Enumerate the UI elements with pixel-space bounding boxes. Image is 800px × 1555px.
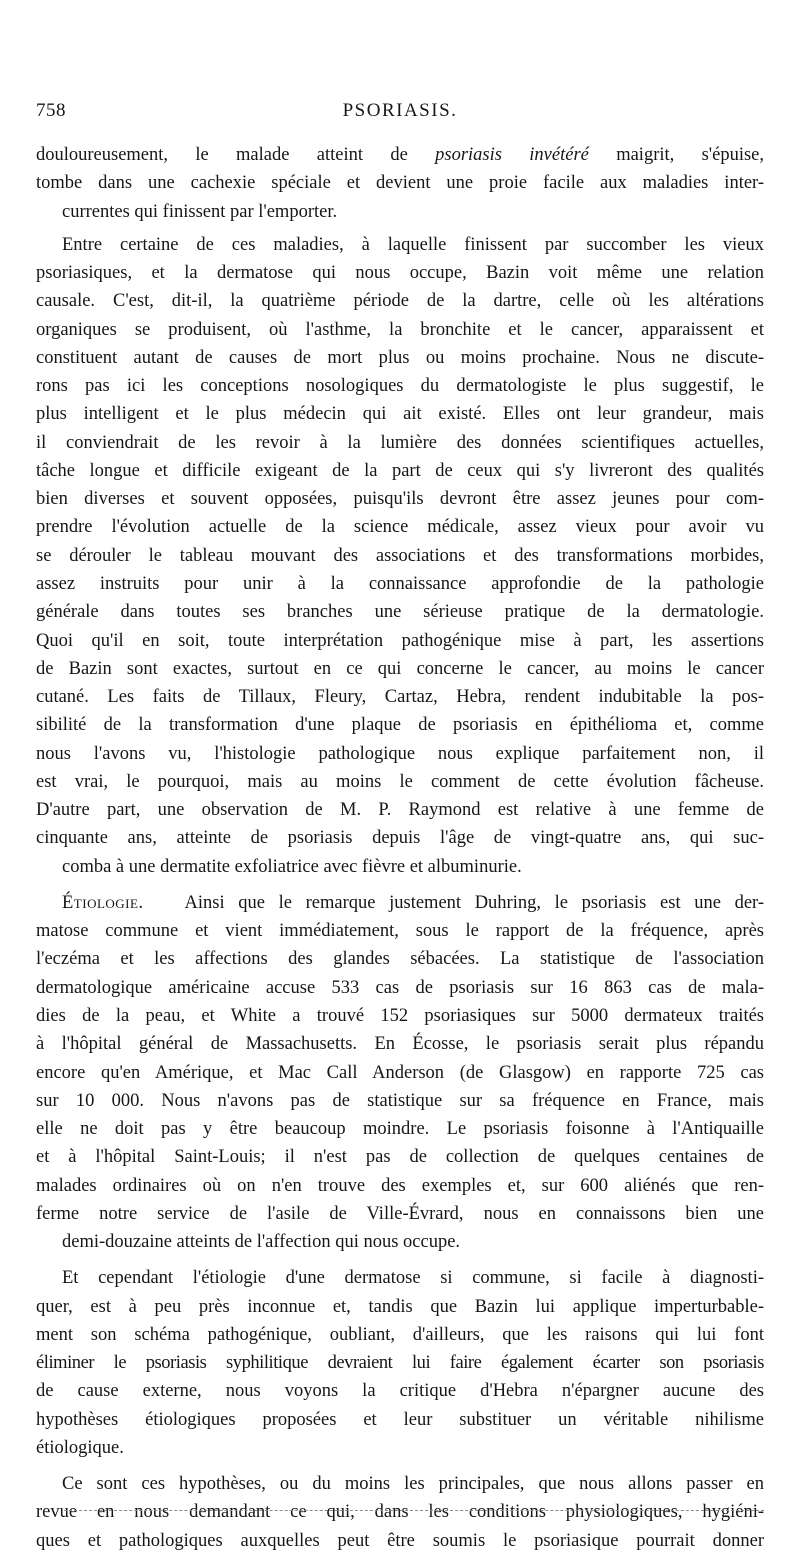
text-line: cutané. Les faits de Tillaux, Fleury, Cartaz, Hebra, rendent indubitable la pos- <box>36 687 764 708</box>
text-line: elle ne doit pas y être beaucoup moindre. Le psoriasis foisonne à l'Antiquaille <box>36 1119 764 1140</box>
text-line: encore qu'en Amérique, et Mac Call Anderson (de Glasgow) en rapporte 725 cas <box>36 1062 764 1083</box>
text-line: il conviendrait de les revoir à la lumière des données scientifiques actuelles, <box>36 432 764 453</box>
text-line: sibilité de la transformation d'une plaque de psoriasis en épithélioma et, comme <box>36 715 764 736</box>
paragraph-bazin <box>36 231 764 881</box>
text-line: comba à une dermatite exfoliatrice avec fièvre et albuminurie. <box>62 856 522 877</box>
text-line: nous l'avons vu, l'histologie pathologique nous explique parfaitement non, il <box>36 743 764 764</box>
text-line: dies de la peau, et White a trouvé 152 psoriasiques sur 5000 dermateux traités <box>36 1005 764 1026</box>
text-line: D'autre part, une observation de M. P. Raymond est relative à une femme de <box>36 800 764 821</box>
text-line: dermatologique américaine accuse 533 cas de psoriasis sur 16 863 cas de mala- <box>36 977 764 998</box>
text-line: l'eczéma et les affections des glandes sébacées. La statistique de l'association <box>36 949 764 970</box>
text-line: de cause externe, nous voyons la critique d'Hebra n'épargner aucune des <box>36 1381 764 1402</box>
text-line: éliminer le psoriasis syphilitique devraient lui faire également écarter son psoriasis <box>36 1353 764 1374</box>
body-text <box>36 141 764 1555</box>
text-line: demi-douzaine atteints de l'affection qui nous occupe. <box>62 1232 461 1253</box>
text-line: assez instruits pour unir à la connaissance approfondie de la pathologie <box>36 573 764 594</box>
page-number: 758 <box>36 100 66 121</box>
text-line: Ce sont ces hypothèses, ou du moins les principales, que nous allons passer en <box>62 1474 764 1495</box>
text-line: rons pas ici les conceptions nosologiques du dermatologiste le plus suggestif, le <box>36 376 764 397</box>
text-line: Et cependant l'étiologie d'une dermatose si commune, si facile à diagnosti- <box>62 1268 764 1289</box>
text-line: matose commune et vient immédiatement, sous le rapport de la fréquence, après <box>36 921 764 942</box>
text-line: sur 10 000. Nous n'avons pas de statistique sur sa fréquence en France, mais <box>36 1090 764 1111</box>
section-label: Étiologie. <box>62 892 144 913</box>
text-line: cinquante ans, atteinte de psoriasis depuis l'âge de vingt-quatre ans, qui suc- <box>36 828 764 849</box>
text-line: douloureusement, le malade atteint de psoriasis invétéré maigrit, s'épuise, <box>36 145 765 165</box>
text-line: et à l'hôpital Saint-Louis; il n'est pas de collection de quelques centaines de <box>36 1147 764 1168</box>
text-line: est vrai, le pourquoi, mais au moins le comment de cette évolution fâcheuse. <box>36 771 764 792</box>
text-line: Entre certaine de ces maladies, à laquelle finissent par succomber les vieux <box>62 234 764 255</box>
text-line: ment son schéma pathogénique, oubliant, d'ailleurs, que les raisons qui lui font <box>36 1324 764 1345</box>
text-line: de Bazin sont exactes, surtout en ce qui concerne le cancer, au moins le cancer <box>36 658 764 679</box>
text-line: Étiologie. Ainsi que le remarque justement Duhring, le psoriasis est une der- <box>62 892 764 913</box>
text-line: se dérouler le tableau mouvant des associations et des transformations morbides, <box>36 545 764 566</box>
emphasis-text: psoriasis invétéré <box>435 145 589 165</box>
text-line: ferme notre service de l'asile de Ville-Évrard, nous en connaissons bien une <box>36 1203 764 1224</box>
text-line: à l'hôpital général de Massachusetts. En Écosse, le psoriasis serait plus répandu <box>36 1034 764 1055</box>
paragraph-etiologie <box>36 889 764 1256</box>
running-head <box>36 100 764 128</box>
text-line: currentes qui finissent par l'emporter. <box>62 201 338 222</box>
text-line: plus intelligent et le plus médecin qui ait existé. Elles ont leur grandeur, mais <box>36 404 764 425</box>
text-line: étiologique. <box>36 1437 124 1458</box>
text-line: psoriasiques, et la dermatose qui nous occupe, Bazin voit même une relation <box>36 263 764 284</box>
text-line: Quoi qu'il en soit, toute interprétation pathogénique mise à part, les assertions <box>36 630 764 651</box>
text-line: prendre l'évolution actuelle de la science médicale, assez vieux pour avoir vu <box>36 517 764 538</box>
text-line: générale dans toutes ses branches une sérieuse pratique de la dermatologie. <box>36 602 764 623</box>
text-line: organiques se produisent, où l'asthme, la bronchite et le cancer, apparaissent et <box>36 319 764 340</box>
text-line: causale. C'est, dit-il, la quatrième période de la dartre, celle où les altérations <box>36 291 764 312</box>
running-title: PSORIASIS. <box>342 100 458 121</box>
paragraph-continuation <box>36 141 764 226</box>
text-line: hypothèses étiologiques proposées et leur substituer un véritable nihilisme <box>36 1409 764 1430</box>
text-line: revue en nous demandant ce qui, dans les conditions physiologiques, hygiéni- <box>36 1502 764 1523</box>
text-line: malades ordinaires où on n'en trouve des exemples et, sur 600 aliénés que ren- <box>36 1175 764 1196</box>
footer-rule <box>64 1510 764 1511</box>
paragraph-etiologie-inconnue <box>36 1264 764 1462</box>
text-line: tâche longue et difficile exigeant de la part de ceux qui s'y livreront des qualités <box>36 460 764 481</box>
text-line: tombe dans une cachexie spéciale et devient une proie facile aux maladies inter- <box>36 173 764 194</box>
text-line: quer, est à peu près inconnue et, tandis que Bazin lui applique imperturbable- <box>36 1296 764 1317</box>
text-line: constituent autant de causes de mort plus ou moins prochaine. Nous ne discute- <box>36 347 764 368</box>
text-line: ques et pathologiques auxquelles peut être soumis le psoriasique pourrait donner <box>36 1530 764 1551</box>
paragraph-hypotheses <box>36 1470 764 1555</box>
text-line: bien diverses et souvent opposées, puisqu'ils devront être assez jeunes pour com- <box>36 489 764 510</box>
